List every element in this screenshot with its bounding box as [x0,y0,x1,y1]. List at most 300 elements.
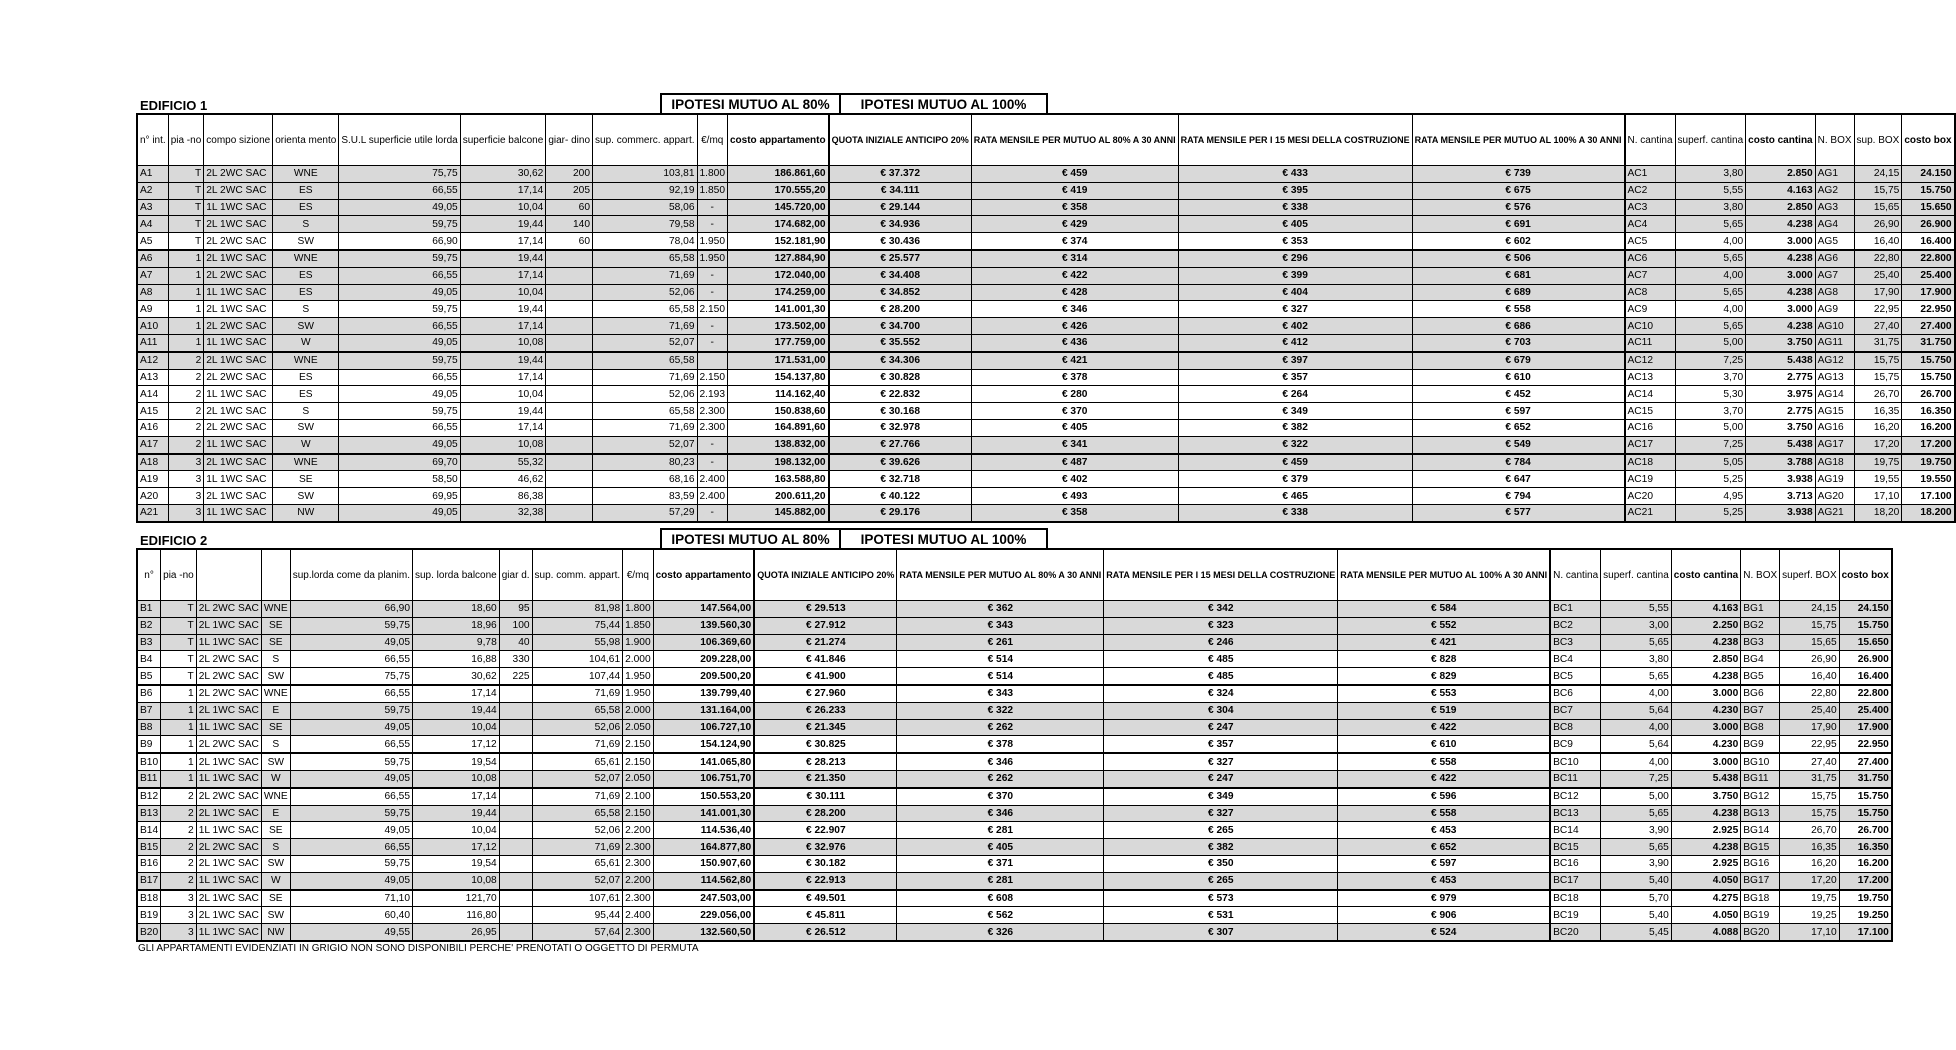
cell-balcony: 116,80 [413,907,500,924]
cell-int: A3 [137,199,168,216]
cell-rate-100: € 549 [1412,436,1624,453]
cell-box-area: 24,15 [1854,166,1902,183]
cell-cellar-cost: 3.975 [1746,386,1815,403]
cell-composition: 1L 1WC SAC [204,199,273,216]
cell-box-area: 19,25 [1780,907,1839,924]
cell-rate-100: € 519 [1338,702,1550,719]
cell-cellar-no: BC15 [1550,839,1601,856]
cell-rate-construction: € 379 [1178,471,1412,488]
cell-box-no: AG19 [1815,471,1854,488]
cell-floor: T [168,182,204,199]
cell-rate-80: € 428 [971,284,1178,301]
cell-cellar-no: AC12 [1625,352,1676,369]
cell-int: B10 [137,753,161,770]
cell-garden [546,504,593,521]
cell-garden [546,284,593,301]
cell-cellar-cost: 4.230 [1671,736,1740,753]
cell-price-sqm: 1.950 [697,233,728,250]
cell-rate-100: € 558 [1338,805,1550,822]
cell-rate-construction: € 247 [1104,770,1338,787]
cell-rate-80: € 405 [897,839,1104,856]
cell-box-cost: 22.800 [1902,250,1955,267]
cell-box-area: 18,20 [1854,504,1902,521]
table-row [137,788,1892,805]
cell-floor: 1 [168,301,204,318]
cell-rate-100: € 453 [1338,872,1550,889]
cell-balcony: 10,08 [460,436,546,453]
cell-apartment-cost: 152.181,90 [728,233,829,250]
column-header-price-sqm: €/mq [623,549,654,601]
cell-commercial-area: 57,29 [593,504,697,521]
cell-cellar-area: 7,25 [1675,436,1746,453]
cell-apartment-cost: 132.560,50 [653,924,754,941]
cell-balcony: 19,44 [460,216,546,233]
cell-sul: 59,75 [290,702,412,719]
cell-cellar-cost: 2.775 [1746,403,1815,420]
cell-commercial-area: 65,58 [532,702,623,719]
cell-commercial-area: 55,98 [532,634,623,651]
cell-balcony: 55,32 [460,454,546,471]
cell-rate-construction: € 459 [1178,454,1412,471]
cell-composition: 1L 1WC SAC [204,334,273,351]
cell-price-sqm: 2.150 [697,369,728,386]
cell-floor: 2 [161,822,197,839]
cell-cellar-no: AC17 [1625,436,1676,453]
cell-floor: T [161,617,197,634]
cell-cellar-area: 5,65 [1675,216,1746,233]
cell-sul: 66,55 [290,736,412,753]
table-row [137,334,1955,351]
cell-sul: 49,05 [290,872,412,889]
cell-rate-100: € 675 [1412,182,1624,199]
column-header-orientation: orienta mento [273,114,339,166]
cell-rate-80: € 346 [897,805,1104,822]
cell-composition: 2L 2WC SAC [204,369,273,386]
cell-initial-quota: € 32.978 [829,419,972,436]
cell-cellar-no: AC10 [1625,318,1676,335]
cell-box-area: 17,90 [1780,719,1839,736]
cell-composition: 2L 1WC SAC [196,907,261,924]
cell-int: B8 [137,719,161,736]
cell-sul: 59,75 [339,301,460,318]
cell-orientation: SW [261,907,290,924]
cell-price-sqm: - [697,284,728,301]
cell-initial-quota: € 41.846 [754,651,897,668]
building-title: EDIFICIO 1 [140,98,208,113]
cell-rate-100: € 610 [1338,736,1550,753]
cell-cellar-cost: 4.238 [1671,839,1740,856]
cell-int: A10 [137,318,168,335]
cell-box-cost: 19.750 [1839,890,1892,907]
table-row [137,369,1955,386]
cell-composition: 2L 1WC SAC [196,617,261,634]
cell-box-cost: 27.400 [1839,753,1892,770]
cell-orientation: W [273,436,339,453]
cell-cellar-cost: 4.238 [1746,284,1815,301]
cell-apartment-cost: 114.562,80 [653,872,754,889]
cell-rate-100: € 686 [1412,318,1624,335]
table-row [137,233,1955,250]
column-header-cellar-area: superf. cantina [1675,114,1746,166]
cell-rate-100: € 558 [1412,301,1624,318]
cell-box-area: 26,90 [1854,216,1902,233]
cell-rate-100: € 647 [1412,471,1624,488]
cell-floor: 1 [168,334,204,351]
cell-cellar-no: BC7 [1550,702,1601,719]
cell-rate-construction: € 465 [1178,488,1412,505]
cell-cellar-cost: 3.938 [1746,471,1815,488]
cell-rate-80: € 426 [971,318,1178,335]
table-row [137,617,1892,634]
cell-price-sqm: - [697,436,728,453]
column-header-rate-100: RATA MENSILE PER MUTUO AL 100% A 30 ANNI [1338,549,1550,601]
cell-floor: 3 [168,471,204,488]
cell-initial-quota: € 27.960 [754,685,897,702]
cell-box-area: 17,20 [1854,436,1902,453]
cell-rate-100: € 597 [1412,403,1624,420]
cell-rate-100: € 422 [1338,770,1550,787]
cell-apartment-cost: 139.560,30 [653,617,754,634]
table-row [137,471,1955,488]
cell-cellar-area: 5,00 [1675,419,1746,436]
cell-cellar-no: AC13 [1625,369,1676,386]
cell-box-cost: 25.400 [1839,702,1892,719]
cell-floor: 2 [161,872,197,889]
cell-box-no: BG4 [1741,651,1780,668]
cell-garden [546,419,593,436]
building-2-header [136,526,1893,548]
cell-apartment-cost: 154.124,90 [653,736,754,753]
cell-orientation: W [261,770,290,787]
cell-rate-100: € 681 [1412,267,1624,284]
cell-rate-construction: € 357 [1178,369,1412,386]
column-header-floor: pia -no [161,549,197,601]
cell-composition: 2L 1WC SAC [204,216,273,233]
column-header-rate-100: RATA MENSILE PER MUTUO AL 100% A 30 ANNI [1412,114,1624,166]
cell-rate-construction: € 433 [1178,166,1412,183]
cell-composition: 2L 2WC SAC [196,601,261,618]
cell-box-no: AG10 [1815,318,1854,335]
cell-rate-80: € 346 [971,301,1178,318]
cell-sul: 59,75 [339,250,460,267]
cell-garden [499,685,532,702]
cell-rate-80: € 371 [897,855,1104,872]
header-row [137,114,1955,166]
cell-int: A8 [137,284,168,301]
table-row [137,318,1955,335]
cell-rate-construction: € 402 [1178,318,1412,335]
cell-garden: 205 [546,182,593,199]
cell-sul: 66,55 [339,182,460,199]
cell-cellar-no: BC20 [1550,924,1601,941]
cell-price-sqm: 2.200 [623,822,654,839]
column-header-rate-construction: RATA MENSILE PER I 15 MESI DELLA COSTRUZIONE [1104,549,1338,601]
cell-int: A9 [137,301,168,318]
cell-composition: 2L 2WC SAC [204,166,273,183]
cell-cellar-no: BC5 [1550,668,1601,685]
cell-rate-construction: € 404 [1178,284,1412,301]
cell-orientation: SW [261,668,290,685]
cell-cellar-no: AC5 [1625,233,1676,250]
cell-box-no: AG9 [1815,301,1854,318]
cell-initial-quota: € 27.912 [754,617,897,634]
cell-cellar-no: AC4 [1625,216,1676,233]
cell-box-cost: 24.150 [1902,166,1955,183]
cell-orientation: WNE [261,601,290,618]
cell-commercial-area: 95,44 [532,907,623,924]
column-header-box-cost: costo box [1839,549,1892,601]
cell-orientation: E [261,702,290,719]
cell-int: A17 [137,436,168,453]
cell-price-sqm: 2.300 [697,403,728,420]
cell-box-cost: 17.200 [1902,436,1955,453]
cell-balcony: 10,04 [460,386,546,403]
cell-floor: T [161,601,197,618]
cell-rate-construction: € 382 [1104,839,1338,856]
cell-initial-quota: € 41.900 [754,668,897,685]
table-row [137,403,1955,420]
cell-orientation: WNE [261,685,290,702]
cell-garden [499,907,532,924]
cell-int: B20 [137,924,161,941]
cell-sul: 66,90 [290,601,412,618]
cell-cellar-cost: 4.238 [1746,318,1815,335]
cell-apartment-cost: 186.861,60 [728,166,829,183]
cell-rate-80: € 422 [971,267,1178,284]
cell-box-area: 26,90 [1780,651,1839,668]
cell-cellar-no: BC10 [1550,753,1601,770]
cell-cellar-area: 7,25 [1675,352,1746,369]
cell-garden [499,770,532,787]
cell-balcony: 10,04 [460,199,546,216]
cell-rate-80: € 326 [897,924,1104,941]
cell-rate-construction: € 265 [1104,822,1338,839]
cell-commercial-area: 79,58 [593,216,697,233]
cell-initial-quota: € 26.512 [754,924,897,941]
cell-garden [499,719,532,736]
cell-initial-quota: € 28.200 [829,301,972,318]
cell-sul: 66,55 [290,685,412,702]
cell-floor: T [168,233,204,250]
cell-orientation: NW [273,504,339,521]
cell-cellar-cost: 5.438 [1671,770,1740,787]
cell-price-sqm: 2.150 [697,301,728,318]
cell-cellar-cost: 3.750 [1746,334,1815,351]
cell-initial-quota: € 21.350 [754,770,897,787]
cell-apartment-cost: 177.759,00 [728,334,829,351]
cell-balcony: 10,04 [413,822,500,839]
cell-sul: 69,70 [339,454,460,471]
cell-orientation: S [273,216,339,233]
table-row [137,386,1955,403]
column-header-orientation [261,549,290,601]
cell-composition: 2L 1WC SAC [196,805,261,822]
cell-apartment-cost: 174.259,00 [728,284,829,301]
cell-balcony: 19,44 [460,403,546,420]
cell-garden: 60 [546,199,593,216]
cell-rate-80: € 343 [897,617,1104,634]
column-header-cellar-cost: costo cantina [1746,114,1815,166]
cell-rate-100: € 906 [1338,907,1550,924]
cell-price-sqm: 2.100 [623,788,654,805]
table-row [137,770,1892,787]
cell-sul: 58,50 [339,471,460,488]
table-row [137,488,1955,505]
cell-floor: T [168,199,204,216]
cell-commercial-area: 52,06 [532,719,623,736]
cell-rate-80: € 322 [897,702,1104,719]
cell-box-no: AG7 [1815,267,1854,284]
cell-composition: 1L 1WC SAC [196,924,261,941]
cell-sul: 66,55 [339,318,460,335]
cell-int: A15 [137,403,168,420]
cell-rate-100: € 602 [1412,233,1624,250]
cell-cellar-area: 3,80 [1601,651,1672,668]
cell-apartment-cost: 173.502,00 [728,318,829,335]
cell-cellar-cost: 4.238 [1746,216,1815,233]
cell-rate-80: € 378 [897,736,1104,753]
column-header-apartment-cost: costo appartamento [728,114,829,166]
cell-int: B7 [137,702,161,719]
cell-cellar-cost: 4.275 [1671,890,1740,907]
cell-price-sqm: 2.050 [623,770,654,787]
cell-rate-construction: € 357 [1104,736,1338,753]
cell-price-sqm: 2.000 [623,651,654,668]
cell-price-sqm: - [697,504,728,521]
cell-box-area: 15,75 [1854,352,1902,369]
cell-commercial-area: 71,69 [593,369,697,386]
cell-cellar-cost: 3.000 [1746,233,1815,250]
cell-floor: 2 [168,419,204,436]
table-row [137,601,1892,618]
cell-initial-quota: € 45.811 [754,907,897,924]
cell-box-area: 27,40 [1780,753,1839,770]
cell-garden [546,436,593,453]
building-title: EDIFICIO 2 [140,533,208,548]
cell-initial-quota: € 29.144 [829,199,972,216]
cell-rate-80: € 402 [971,471,1178,488]
cell-int: A14 [137,386,168,403]
cell-sul: 49,05 [339,199,460,216]
cell-balcony: 18,96 [413,617,500,634]
cell-composition: 2L 2WC SAC [204,182,273,199]
cell-rate-100: € 828 [1338,651,1550,668]
cell-int: A5 [137,233,168,250]
cell-orientation: ES [273,182,339,199]
table-row [137,736,1892,753]
cell-cellar-cost: 2.250 [1671,617,1740,634]
table-row [137,753,1892,770]
cell-cellar-no: BC9 [1550,736,1601,753]
cell-floor: 2 [168,369,204,386]
cell-box-area: 16,40 [1854,233,1902,250]
cell-balcony: 17,14 [460,267,546,284]
cell-floor: 1 [168,250,204,267]
cell-balcony: 17,14 [460,369,546,386]
cell-price-sqm: - [697,318,728,335]
cell-box-cost: 22.800 [1839,685,1892,702]
cell-rate-80: € 262 [897,719,1104,736]
cell-composition: 2L 1WC SAC [196,855,261,872]
cell-garden [499,702,532,719]
cell-cellar-area: 5,25 [1675,471,1746,488]
cell-composition: 1L 1WC SAC [196,719,261,736]
cell-cellar-no: BC6 [1550,685,1601,702]
cell-cellar-area: 3,70 [1675,369,1746,386]
cell-sul: 49,05 [339,284,460,301]
cell-apartment-cost: 200.611,20 [728,488,829,505]
cell-initial-quota: € 29.176 [829,504,972,521]
cell-commercial-area: 65,58 [593,403,697,420]
cell-orientation: ES [273,284,339,301]
cell-sul: 66,55 [339,267,460,284]
cell-commercial-area: 52,06 [532,822,623,839]
cell-int: A7 [137,267,168,284]
cell-commercial-area: 103,81 [593,166,697,183]
cell-rate-100: € 652 [1338,839,1550,856]
cell-sul: 66,90 [339,233,460,250]
cell-initial-quota: € 26.233 [754,702,897,719]
cell-cellar-cost: 5.438 [1746,352,1815,369]
cell-orientation: WNE [273,352,339,369]
cell-rate-100: € 422 [1338,719,1550,736]
cell-apartment-cost: 209.500,20 [653,668,754,685]
cell-commercial-area: 75,44 [532,617,623,634]
cell-sul: 49,05 [339,436,460,453]
cell-cellar-no: AC3 [1625,199,1676,216]
cell-int: A21 [137,504,168,521]
cell-rate-100: € 739 [1412,166,1624,183]
cell-apartment-cost: 150.907,60 [653,855,754,872]
cell-balcony: 17,14 [460,233,546,250]
cell-price-sqm: - [697,199,728,216]
cell-box-area: 31,75 [1780,770,1839,787]
table-row [137,872,1892,889]
cell-floor: 2 [168,436,204,453]
cell-int: A16 [137,419,168,436]
cell-cellar-no: BC12 [1550,788,1601,805]
cell-commercial-area: 52,07 [593,436,697,453]
cell-box-no: AG2 [1815,182,1854,199]
cell-apartment-cost: 145.720,00 [728,199,829,216]
cell-rate-100: € 703 [1412,334,1624,351]
cell-rate-80: € 314 [971,250,1178,267]
cell-orientation: WNE [273,250,339,267]
cell-box-area: 19,75 [1854,454,1902,471]
cell-cellar-area: 5,65 [1675,284,1746,301]
cell-rate-construction: € 323 [1104,617,1338,634]
cell-rate-construction: € 399 [1178,267,1412,284]
table-row [137,436,1955,453]
cell-price-sqm: - [697,454,728,471]
cell-balcony: 19,44 [413,702,500,719]
cell-commercial-area: 71,69 [532,736,623,753]
cell-cellar-area: 5,65 [1601,839,1672,856]
cell-floor: 1 [161,719,197,736]
cell-cellar-area: 4,00 [1675,233,1746,250]
cell-commercial-area: 52,07 [532,770,623,787]
cell-orientation: S [273,301,339,318]
cell-sul: 59,75 [339,352,460,369]
cell-price-sqm [697,352,728,369]
cell-rate-100: € 597 [1338,855,1550,872]
cell-cellar-area: 5,65 [1601,634,1672,651]
cell-orientation: S [261,839,290,856]
cell-cellar-area: 5,55 [1601,601,1672,618]
cell-box-area: 15,75 [1780,805,1839,822]
cell-cellar-area: 5,65 [1675,250,1746,267]
cell-int: B11 [137,770,161,787]
